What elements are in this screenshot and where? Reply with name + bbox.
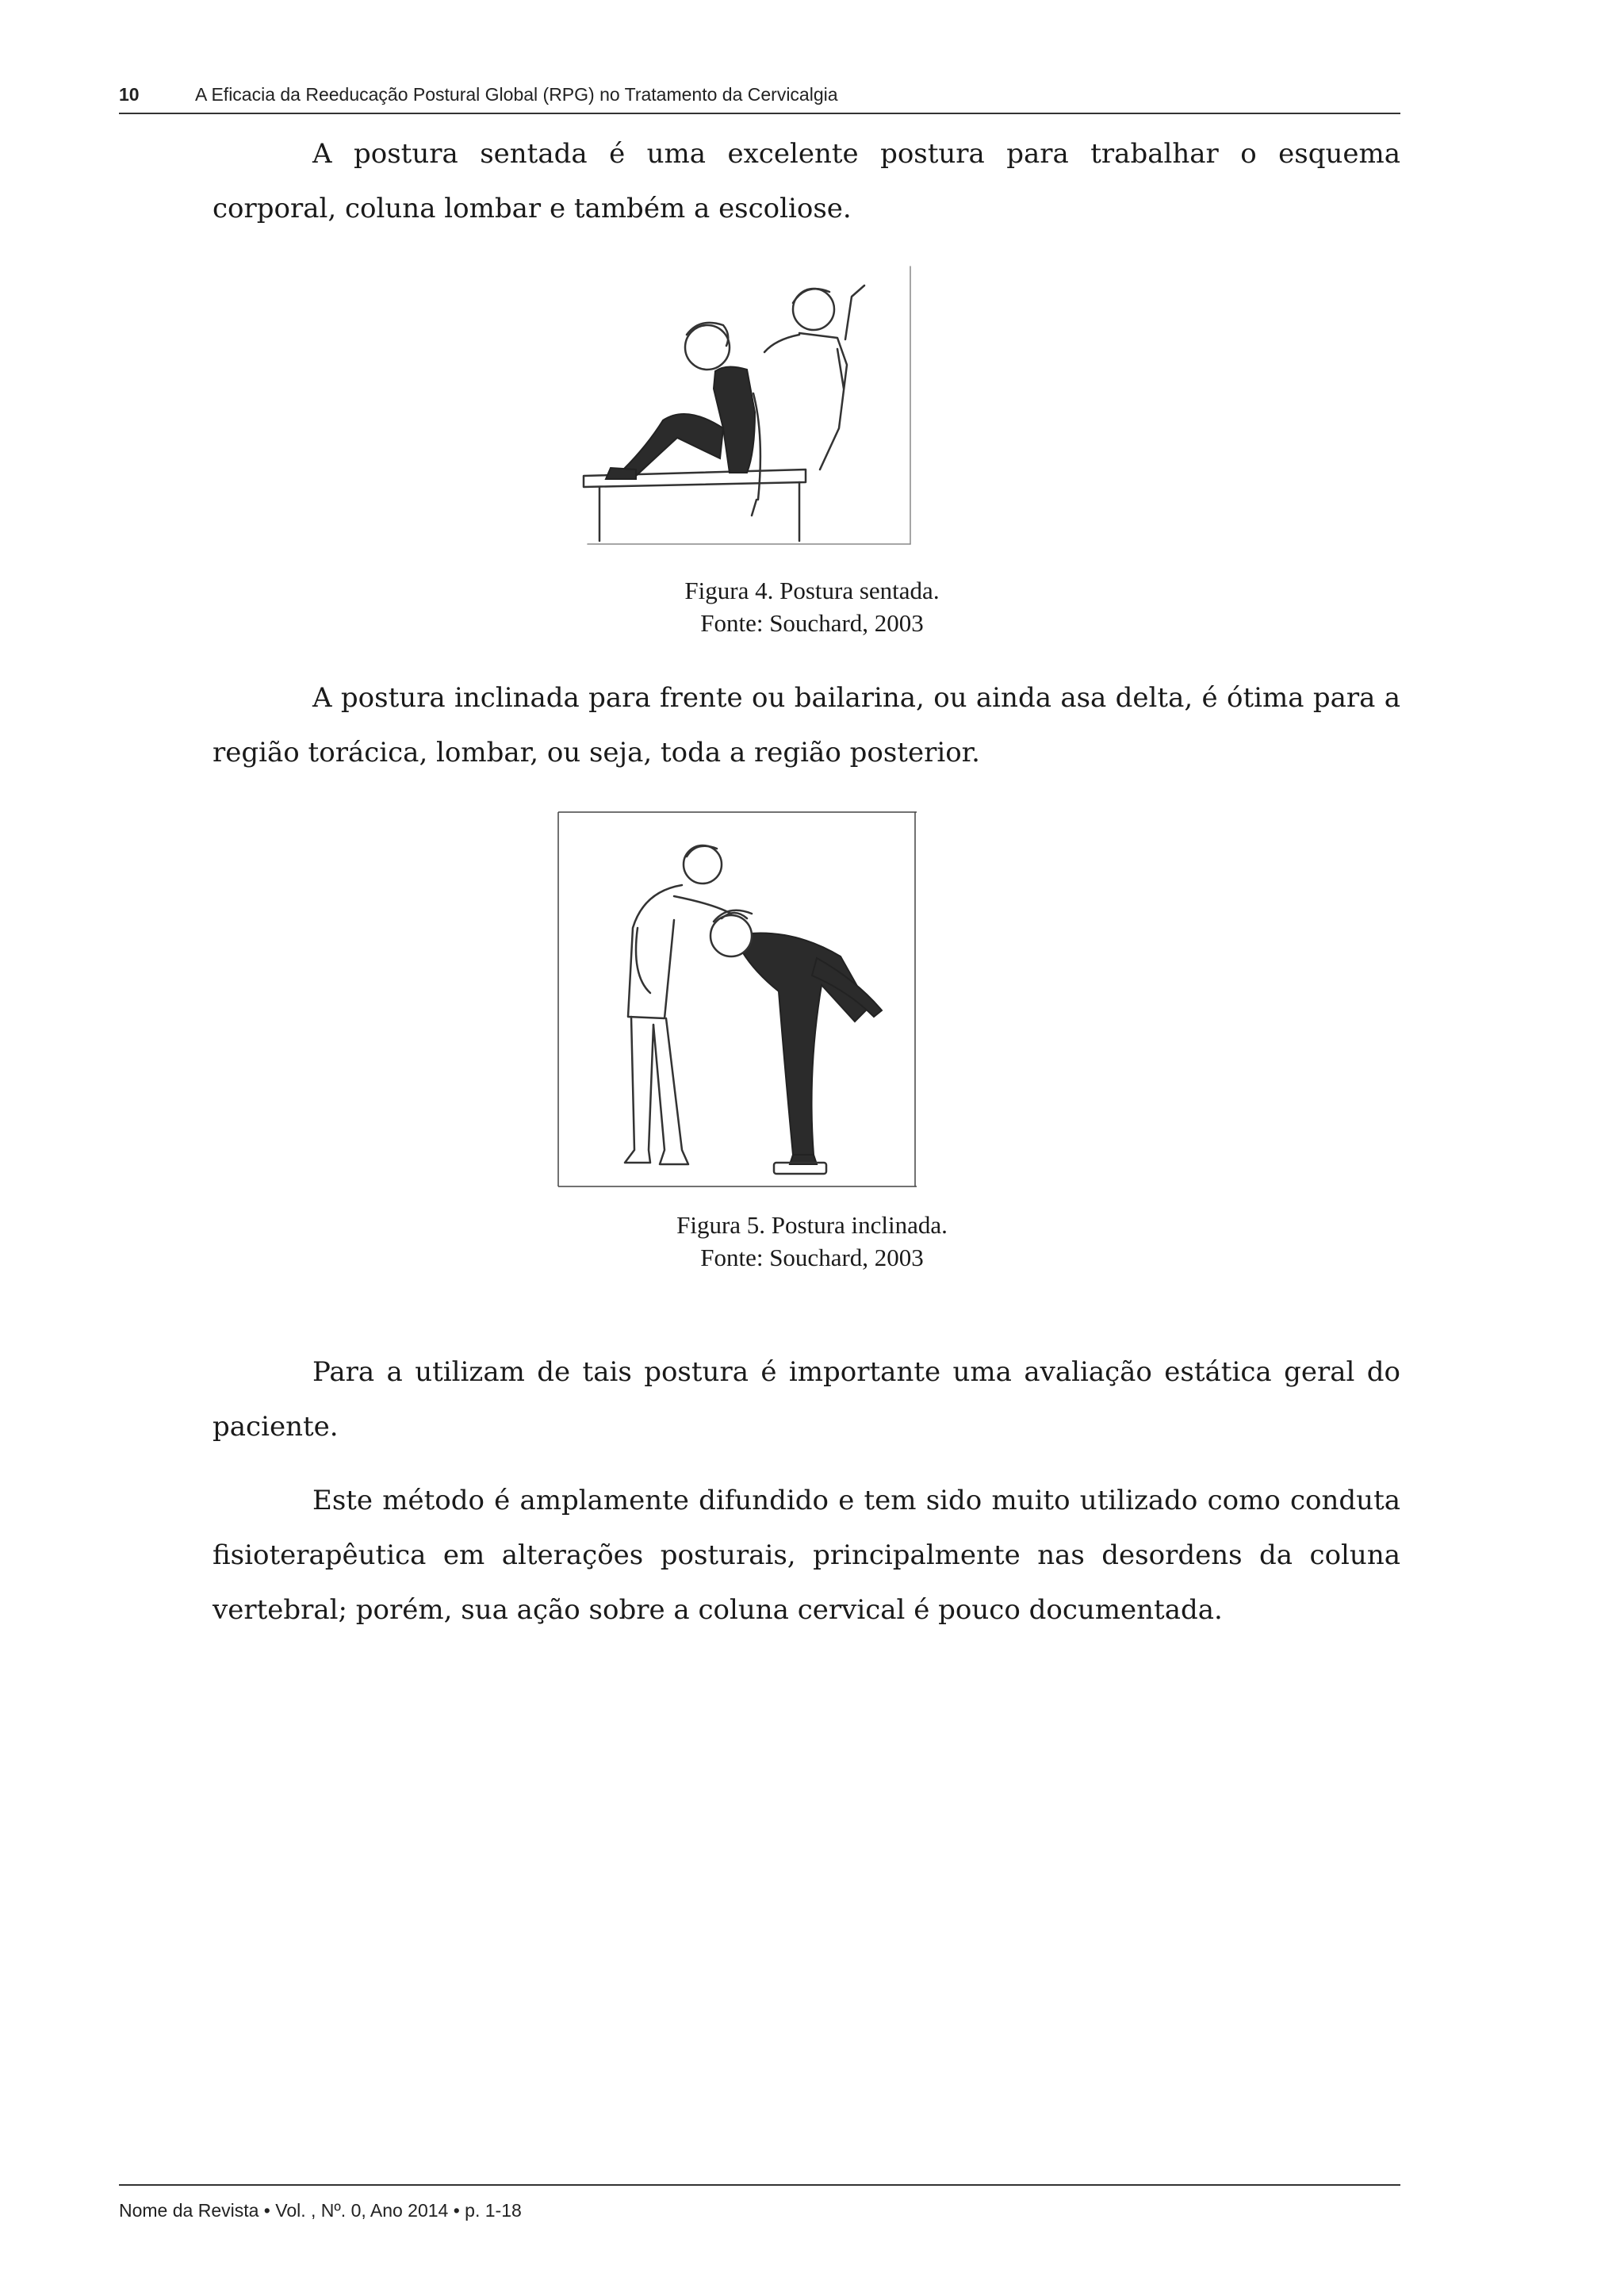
figure-5-caption: [0, 1209, 1624, 1274]
running-title: A Eficacia da Reeducação Postural Global (RPG) no Tratamento da Cervicalgia: [195, 84, 838, 105]
figure-4-illustration: [568, 262, 917, 549]
paragraph-3: [213, 1345, 1400, 1455]
figure-5-caption-title: Figura 5. Postura inclinada.: [676, 1211, 948, 1239]
page-number: 10: [119, 84, 140, 105]
running-footer: [119, 2184, 1400, 2221]
running-header: [119, 79, 1400, 114]
paragraph-3-text: Para a utilizam de tais postura é importante uma avaliação estática geral do paciente.: [213, 1356, 1400, 1443]
figure-4-caption-title: Figura 4. Postura sentada.: [684, 577, 940, 604]
paragraph-4: [213, 1474, 1400, 1638]
figure-5-caption-source: Fonte: Souchard, 2003: [700, 1244, 924, 1271]
paragraph-2-text: A postura inclinada para frente ou bailarina, ou ainda asa delta, é ótima para a região torácica, lombar, ou seja, toda a região posterior.: [213, 682, 1400, 769]
paragraph-4-text: Este método é amplamente difundido e tem sido muito utilizado como conduta fisioterapêutica em alterações posturais, principalmente nas desordens da coluna vertebral; porém, sua ação sobre a coluna cervical é pouco documentada.: [213, 1485, 1400, 1626]
figure-4-caption-source: Fonte: Souchard, 2003: [700, 609, 924, 637]
paragraph-2: [213, 671, 1400, 780]
figure-4-caption: [0, 574, 1624, 639]
paragraph-1: [213, 127, 1400, 236]
figure-5-illustration: [555, 809, 920, 1190]
footer-text: Nome da Revista • Vol. , Nº. 0, Ano 2014 • p. 1-18: [119, 2200, 522, 2221]
paragraph-1-text: A postura sentada é uma excelente postura para trabalhar o esquema corporal, coluna lombar e também a escoliose.: [213, 138, 1400, 224]
